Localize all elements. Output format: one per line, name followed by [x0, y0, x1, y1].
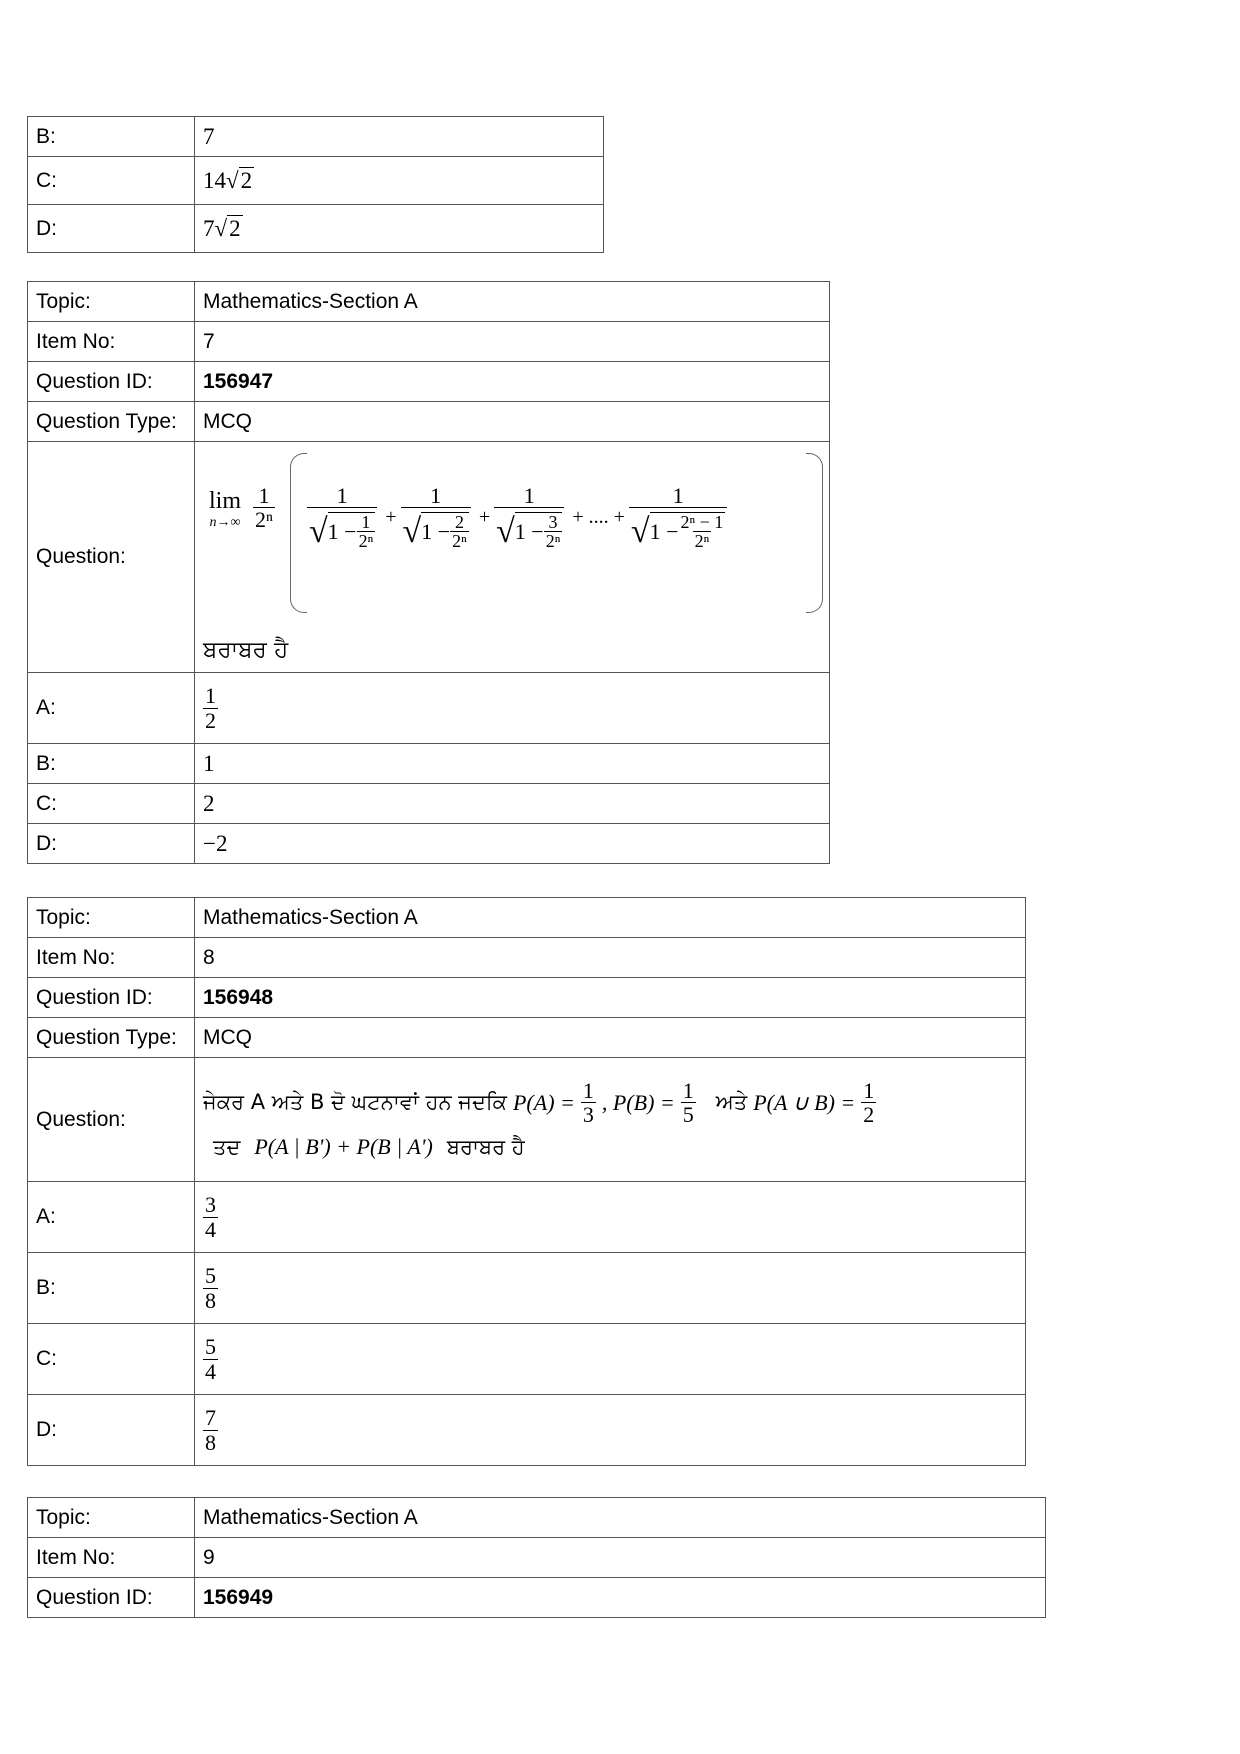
question-type-value: MCQ [195, 1018, 1026, 1058]
option-label: B: [28, 744, 195, 784]
question-type-label: Question Type: [28, 1018, 195, 1058]
question-id-label: Question ID: [28, 362, 195, 402]
radicand: 2 [240, 167, 253, 193]
option-label: D: [28, 1395, 195, 1466]
topic-value: Mathematics-Section A [195, 1498, 1046, 1538]
option-value: $\frac{7}{8}$ [195, 1395, 1026, 1466]
question-type-row [28, 1018, 1026, 1058]
question-label: Question: [28, 442, 195, 673]
option-row-b [28, 117, 604, 157]
option-row-c [28, 784, 830, 824]
sqrt-sign: √ [214, 215, 228, 241]
question-content [195, 1058, 1026, 1182]
option-value [195, 673, 830, 744]
plus-sign: + [385, 505, 397, 528]
topic-row [28, 282, 830, 322]
option-row-a [28, 1182, 1026, 1253]
ellipsis: + .... + [572, 505, 625, 528]
question-row [28, 442, 830, 673]
topic-row [28, 898, 1026, 938]
prefactor-fraction: $\frac{1}{\text{2ⁿ}}$ [255, 482, 273, 532]
option-value [195, 205, 604, 253]
option-row-b [28, 1253, 1026, 1324]
term-last: 1 √ 1 − $\frac{\text{2ⁿ − 1}}{\text{2ⁿ}}$ [629, 484, 727, 552]
topic-value: Mathematics-Section A [195, 898, 1026, 938]
topic-value: Mathematics-Section A [195, 282, 830, 322]
topic-row [28, 1498, 1046, 1538]
lim-text: lim [209, 487, 242, 514]
question-id-row [28, 978, 1026, 1018]
term-1: 1 √ 1 − $\frac{1}{\text{2ⁿ}}$ [307, 484, 377, 552]
option-row-d [28, 824, 830, 864]
option-label: B: [28, 117, 195, 157]
question-id-value: 156949 [195, 1578, 1046, 1618]
question-content [195, 442, 830, 673]
option-label: C: [28, 157, 195, 205]
option-value: $\frac{5}{4}$ [195, 1324, 1026, 1395]
topic-label: Topic: [28, 1498, 195, 1538]
option-label: A: [28, 673, 195, 744]
topic-label: Topic: [28, 282, 195, 322]
item-row [28, 1538, 1046, 1578]
question-id-label: Question ID: [28, 1578, 195, 1618]
question-id-value: 156947 [195, 362, 830, 402]
option-value: −2 [195, 824, 830, 864]
option-value: 1 [195, 744, 830, 784]
plus-sign: + [478, 505, 491, 528]
question-id-value: 156948 [195, 978, 1026, 1018]
question-row [28, 1058, 1026, 1182]
option-label: D: [28, 205, 195, 253]
question-id-label: Question ID: [28, 978, 195, 1018]
item-row [28, 938, 1026, 978]
option-row-a [28, 673, 830, 744]
option-label: D: [28, 824, 195, 864]
question-table-8 [27, 897, 1026, 1466]
option-fraction: $\frac{1}{2}$ [205, 683, 216, 733]
question-line-1: ਜੇਕਰ A ਅਤੇ B ਦੋ ਘਟਨਾਵਾਂ ਹਨ ਜਦਕਿ P(A) = $\frac{1}{3}$ , P(B) = $\frac{1}{5}$ ਅਤੇ P(A ∪ B) = $\frac{1}{2}$ [203, 1077, 875, 1127]
question-type-value: MCQ [195, 402, 830, 442]
option-value: $\frac{5}{8}$ [195, 1253, 1026, 1324]
option-value: 2 [195, 784, 830, 824]
item-value: 8 [195, 938, 1026, 978]
limit-operator [209, 488, 241, 531]
coefficient: 7 [203, 215, 215, 241]
question-label: Question: [28, 1058, 195, 1182]
item-value: 7 [195, 322, 830, 362]
item-label: Item No: [28, 938, 195, 978]
option-row-d [28, 1395, 1026, 1466]
sqrt-sign: √ [226, 167, 239, 193]
option-value: 7 [195, 117, 604, 157]
question-table-9 [27, 1497, 1046, 1618]
option-value [195, 157, 604, 205]
option-row-d [28, 205, 604, 253]
coefficient: 14 [203, 167, 226, 193]
option-label: C: [28, 1324, 195, 1395]
item-row [28, 322, 830, 362]
question-id-row [28, 1578, 1046, 1618]
term-3: 1 √ 1 − $\frac{3}{\text{2ⁿ}}$ [494, 484, 564, 552]
lim-subscript: n→∞ [209, 514, 241, 530]
question-type-row [28, 402, 830, 442]
question-text: ਬਰਾਬਰ ਹੈ [203, 636, 289, 663]
options-table-prev [27, 116, 604, 253]
item-label: Item No: [28, 1538, 195, 1578]
option-value: $\frac{3}{4}$ [195, 1182, 1026, 1253]
option-row-c [28, 1324, 1026, 1395]
radicand: 2 [229, 215, 241, 241]
sum-terms [307, 484, 727, 552]
left-paren [290, 453, 307, 613]
question-type-label: Question Type: [28, 402, 195, 442]
option-row-c [28, 157, 604, 205]
topic-label: Topic: [28, 898, 195, 938]
question-id-row [28, 362, 830, 402]
option-row-b [28, 744, 830, 784]
term-2: 1 √ 1 − $\frac{2}{\text{2ⁿ}}$ [401, 484, 471, 552]
limit-expression [195, 448, 829, 637]
item-value: 9 [195, 1538, 1046, 1578]
option-label: A: [28, 1182, 195, 1253]
right-paren [806, 453, 823, 613]
question-table-7 [27, 281, 830, 864]
option-label: C: [28, 784, 195, 824]
option-label: B: [28, 1253, 195, 1324]
question-line-2: ਤਦ P(A | B') + P(B | A') ਬਰਾਬਰ ਹੈ [213, 1134, 525, 1160]
item-label: Item No: [28, 322, 195, 362]
